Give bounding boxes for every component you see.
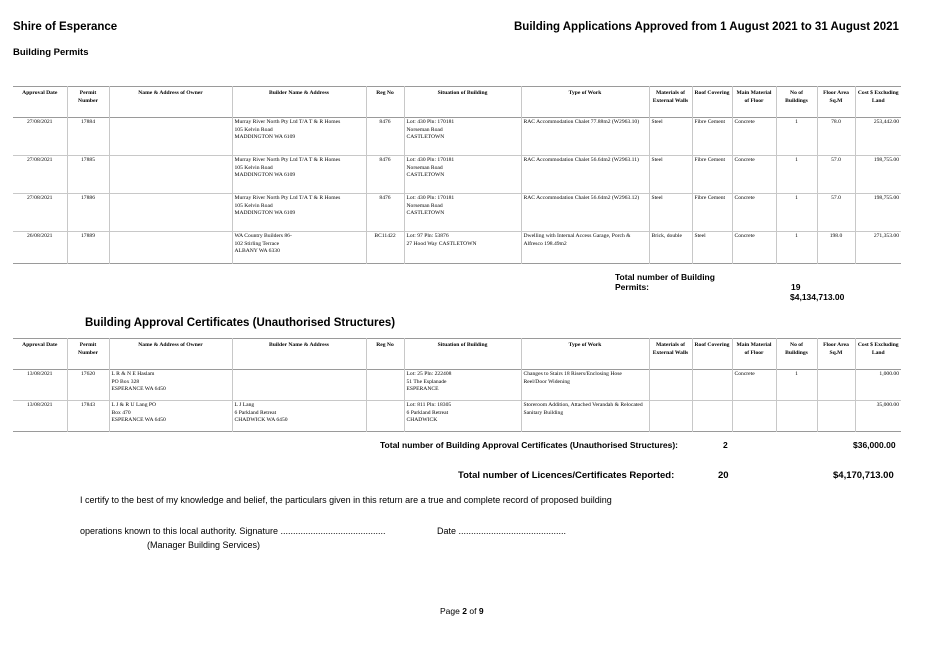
page-label: Page bbox=[440, 606, 460, 616]
cost: 271,353.00 bbox=[855, 232, 901, 264]
column-header: Builder Name & Address bbox=[232, 339, 366, 370]
floor-material: Concrete bbox=[732, 232, 776, 264]
permits-total-label: Total number of Building Permits: bbox=[615, 272, 715, 292]
column-header: Cost $ Excluding Land bbox=[855, 87, 901, 118]
approval-date: 27/08/2021 bbox=[27, 119, 53, 125]
column-header: Name & Address of Owner bbox=[109, 87, 232, 118]
no-of-buildings: 1 bbox=[776, 194, 817, 232]
approval-date: 13/08/2021 bbox=[27, 371, 53, 377]
builder-name-address bbox=[232, 370, 366, 401]
column-header: Cost $ Excluding Land bbox=[855, 339, 901, 370]
column-header: Main Material of Floor bbox=[732, 339, 776, 370]
roof-covering: Fibre Cement bbox=[692, 156, 732, 194]
column-header: Roof Covering bbox=[692, 87, 732, 118]
reg-no bbox=[366, 401, 404, 432]
external-walls: Steel bbox=[649, 156, 692, 194]
column-header: Name & Address of Owner bbox=[109, 339, 232, 370]
column-header: Materials of External Walls bbox=[649, 87, 692, 118]
owner-name-address: L R & N E Haslam PO Box 328 ESPERANCE WA 6450 bbox=[109, 370, 232, 401]
builder-name-address: Murray River North Pty Ltd T/A T & R Homes 105 Kelvin Road MADDINGTON WA 6109 bbox=[232, 194, 366, 232]
reg-no: BC11422 bbox=[366, 232, 404, 264]
situation-of-building: Lot: 430 Pln: 170181 Norseman Road CASTLETOWN bbox=[404, 194, 521, 232]
building-permits-heading: Building Permits bbox=[13, 47, 89, 58]
building-permits-table bbox=[13, 86, 901, 264]
reg-no bbox=[366, 370, 404, 401]
table-row bbox=[13, 232, 901, 264]
cost: 1,000.00 bbox=[855, 370, 901, 401]
roof-covering bbox=[692, 370, 732, 401]
owner-name-address: L J & R U Lang PO Box 470 ESPERANCE WA 6450 bbox=[109, 401, 232, 432]
floor-area bbox=[817, 401, 855, 432]
permits-total-cost: $4,134,713.00 bbox=[790, 292, 845, 302]
floor-material: Concrete bbox=[732, 194, 776, 232]
cost: 198,755.00 bbox=[855, 156, 901, 194]
column-header: Main Material of Floor bbox=[732, 87, 776, 118]
cost: 35,000.00 bbox=[855, 401, 901, 432]
column-header: Type of Work bbox=[521, 339, 649, 370]
builder-name-address: WA Country Builders 86- 102 Stirling Terrace ALBANY WA 6330 bbox=[232, 232, 366, 264]
cost: 198,755.00 bbox=[855, 194, 901, 232]
situation-of-building: Lot: 97 Pln: 53876 27 Hood Way CASTLETOWN bbox=[404, 232, 521, 264]
permit-number: 17886 bbox=[67, 194, 109, 232]
type-of-work: RAC Accommodation Chalet 56.64m2 (W2963.12) bbox=[521, 194, 649, 232]
approval-date: 27/08/2021 bbox=[27, 195, 53, 201]
builder-name-address: Murray River North Pty Ltd T/A T & R Homes 105 Kelvin Road MADDINGTON WA 6109 bbox=[232, 118, 366, 156]
column-header: Approval Date bbox=[22, 342, 58, 348]
situation-of-building: Lot: 25 Pln: 222408 51 The Esplanade ESPERANCE bbox=[404, 370, 521, 401]
signature-line: operations known to this local authority. Signature .......................................... bbox=[80, 526, 386, 536]
external-walls bbox=[649, 401, 692, 432]
table-row bbox=[13, 370, 901, 401]
column-header: Situation of Building bbox=[404, 339, 521, 370]
type-of-work: Storeroom Addition, Attached Verandah & Relocated Sanitary Building bbox=[521, 401, 649, 432]
reg-no: 8476 bbox=[366, 118, 404, 156]
column-header: Reg No bbox=[366, 87, 404, 118]
page-total: 9 bbox=[478, 606, 484, 616]
permit-number: 17620 bbox=[67, 370, 109, 401]
roof-covering bbox=[692, 401, 732, 432]
page-number bbox=[440, 606, 484, 616]
builder-name-address: L J Lang 6 Parkland Retreat CHADWICK WA 6450 bbox=[232, 401, 366, 432]
licences-total-label: Total number of Licences/Certificates Reported: bbox=[458, 470, 675, 481]
column-header: Type of Work bbox=[521, 87, 649, 118]
floor-area: 57.0 bbox=[817, 194, 855, 232]
table-header-row bbox=[13, 339, 901, 370]
floor-area bbox=[817, 370, 855, 401]
permit-number: 17889 bbox=[67, 232, 109, 264]
reg-no: 8476 bbox=[366, 194, 404, 232]
table-row bbox=[13, 156, 901, 194]
column-header: Permit Number bbox=[67, 339, 109, 370]
column-header: Floor Area Sq.M bbox=[817, 339, 855, 370]
building-approval-certificates-table bbox=[13, 338, 901, 432]
floor-area: 198.0 bbox=[817, 232, 855, 264]
external-walls: Steel bbox=[649, 194, 692, 232]
floor-area: 57.0 bbox=[817, 156, 855, 194]
type-of-work: Changes to Stairs 18 Risers/Enclosing Hose Reel/Door Widening bbox=[521, 370, 649, 401]
no-of-buildings: 1 bbox=[776, 118, 817, 156]
floor-material: Concrete bbox=[732, 370, 776, 401]
no-of-buildings bbox=[776, 401, 817, 432]
column-header: Builder Name & Address bbox=[232, 87, 366, 118]
no-of-buildings: 1 bbox=[776, 370, 817, 401]
table-row bbox=[13, 194, 901, 232]
external-walls bbox=[649, 370, 692, 401]
table-row bbox=[13, 118, 901, 156]
organisation-name: Shire of Esperance bbox=[13, 21, 118, 33]
bac-total-cost: $36,000.00 bbox=[853, 440, 896, 450]
approval-date: 26/08/2021 bbox=[27, 233, 53, 239]
floor-material: Concrete bbox=[732, 156, 776, 194]
situation-of-building: Lot: 430 Pln: 170181 Norseman Road CASTLETOWN bbox=[404, 118, 521, 156]
no-of-buildings: 1 bbox=[776, 156, 817, 194]
roof-covering: Fibre Cement bbox=[692, 194, 732, 232]
report-title: Building Applications Approved from 1 August 2021 to 31 August 2021 bbox=[514, 21, 899, 33]
column-header: No of Buildings bbox=[776, 87, 817, 118]
situation-of-building: Lot: 430 Pln: 170181 Norseman Road CASTLETOWN bbox=[404, 156, 521, 194]
permit-number: 17843 bbox=[67, 401, 109, 432]
column-header: Floor Area Sq.M bbox=[817, 87, 855, 118]
approval-date: 13/08/2021 bbox=[27, 402, 53, 408]
bac-total-count: 2 bbox=[723, 440, 728, 450]
reg-no: 8476 bbox=[366, 156, 404, 194]
owner-name-address bbox=[109, 156, 232, 194]
permit-number: 17885 bbox=[67, 156, 109, 194]
column-header: No of Buildings bbox=[776, 339, 817, 370]
column-header: Situation of Building bbox=[404, 87, 521, 118]
certification-statement: I certify to the best of my knowledge and belief, the particulars given in this return are a true and complete record of proposed building bbox=[80, 495, 612, 505]
permit-number: 17884 bbox=[67, 118, 109, 156]
roof-covering: Fibre Cement bbox=[692, 118, 732, 156]
column-header: Materials of External Walls bbox=[649, 339, 692, 370]
builder-name-address: Murray River North Pty Ltd T/A T & R Homes 105 Kelvin Road MADDINGTON WA 6109 bbox=[232, 156, 366, 194]
type-of-work: Dwelling with Internal Access Garage, Porch & Alfresco 198.49m2 bbox=[521, 232, 649, 264]
no-of-buildings: 1 bbox=[776, 232, 817, 264]
bac-total-label: Total number of Building Approval Certificates (Unauthorised Structures): bbox=[380, 440, 678, 450]
owner-name-address bbox=[109, 118, 232, 156]
external-walls: Brick, double bbox=[649, 232, 692, 264]
floor-material bbox=[732, 401, 776, 432]
type-of-work: RAC Accommodation Chalet 77.88m2 (W2963.10) bbox=[521, 118, 649, 156]
type-of-work: RAC Accommodation Chalet 56.64m2 (W2963.11) bbox=[521, 156, 649, 194]
licences-total-count: 20 bbox=[718, 470, 729, 481]
column-header: Roof Covering bbox=[692, 339, 732, 370]
roof-covering: Steel bbox=[692, 232, 732, 264]
owner-name-address bbox=[109, 232, 232, 264]
floor-material: Concrete bbox=[732, 118, 776, 156]
approval-date: 27/08/2021 bbox=[27, 157, 53, 163]
page-of: of bbox=[469, 606, 477, 616]
page-current: 2 bbox=[462, 606, 467, 616]
signatory-role: (Manager Building Services) bbox=[147, 540, 261, 550]
column-header: Permit Number bbox=[67, 87, 109, 118]
situation-of-building: Lot: 811 Pln: 18305 6 Parkland Retreat CHADWICK bbox=[404, 401, 521, 432]
licences-total-cost: $4,170,713.00 bbox=[833, 470, 894, 481]
table-header-row bbox=[13, 87, 901, 118]
column-header: Reg No bbox=[366, 339, 404, 370]
date-line: Date ........................................... bbox=[437, 526, 567, 536]
cost: 253,442.00 bbox=[855, 118, 901, 156]
building-approval-certificates-heading: Building Approval Certificates (Unauthorised Structures) bbox=[85, 317, 396, 329]
table-row bbox=[13, 401, 901, 432]
owner-name-address bbox=[109, 194, 232, 232]
column-header: Approval Date bbox=[22, 90, 58, 96]
floor-area: 78.0 bbox=[817, 118, 855, 156]
external-walls: Steel bbox=[649, 118, 692, 156]
permits-total-count: 19 bbox=[791, 282, 801, 292]
